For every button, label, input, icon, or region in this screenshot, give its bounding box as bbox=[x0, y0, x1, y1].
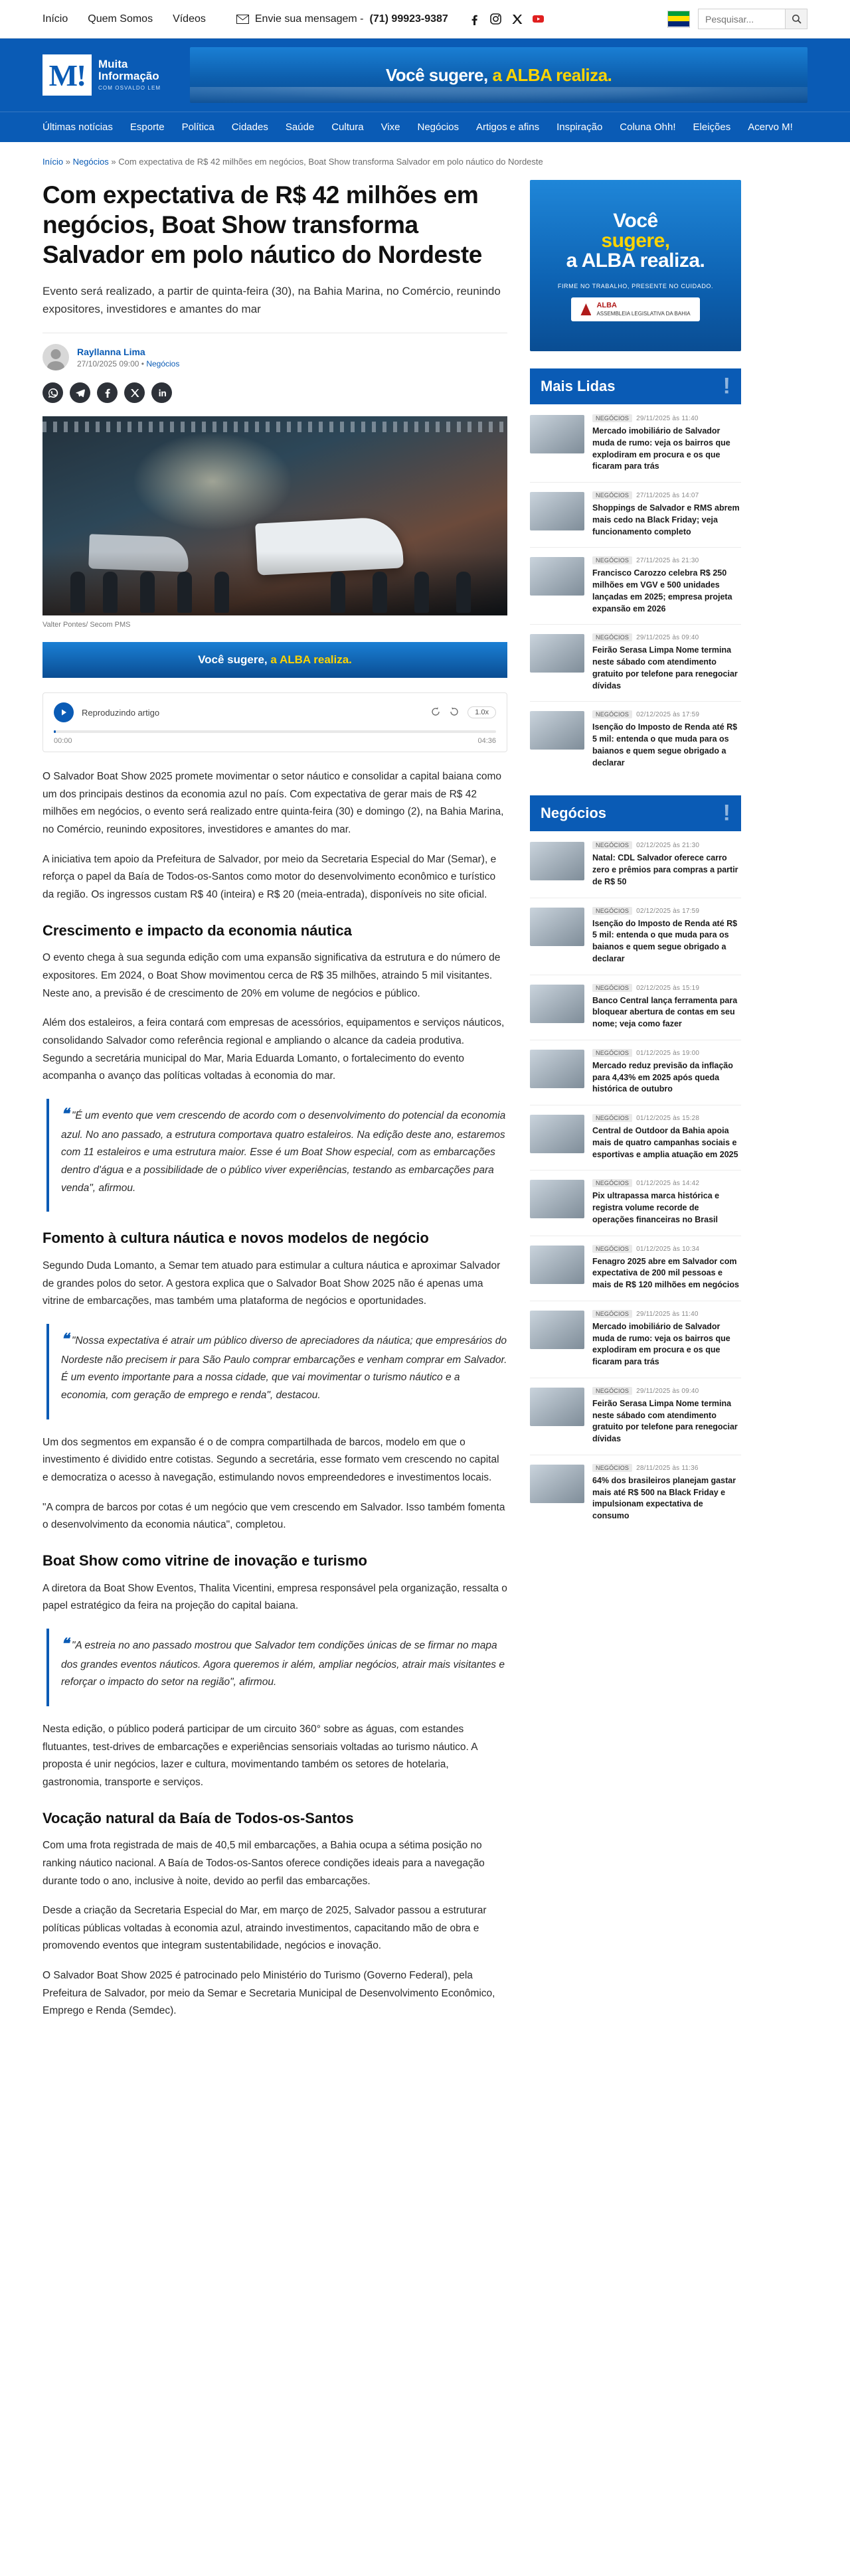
page-layout bbox=[0, 173, 850, 2059]
list-item-date: 29/11/2025 às 11:40 bbox=[636, 1310, 699, 1318]
breadcrumb-home[interactable]: Início bbox=[42, 157, 64, 167]
exclamation-mark-icon: ! bbox=[722, 800, 730, 826]
list-item-date: 01/12/2025 às 19:00 bbox=[636, 1049, 700, 1057]
top-nav-item-videos[interactable]: Vídeos bbox=[173, 13, 206, 25]
list-item-date: 01/12/2025 às 14:42 bbox=[636, 1180, 700, 1188]
article-paragraph: O evento chega à sua segunda edição com uma expansão significativa da estrutura e do número de expositores. Em 2024, o Boat Show movimentou cerca de R$ 35 milhões, atraindo 5 mil visitantes. Neste ano, a previsão é de crescimento de 20% em volume de negócios e público. bbox=[42, 952, 501, 999]
image-credit: Valter Pontes/ Secom PMS bbox=[42, 621, 131, 629]
site-logo[interactable] bbox=[42, 54, 170, 96]
list-item-date: 02/12/2025 às 21:30 bbox=[636, 842, 700, 850]
nav-item-politica[interactable]: Política bbox=[181, 121, 214, 133]
article-paragraph: O Salvador Boat Show 2025 é patrocinado pelo Ministério do Turismo (Governo Federal), pela Prefeitura de Salvador, por meio da Semar e Secretaria Municipal de Desenvolvimento Econômico, Emprego e Renda (Semdec). bbox=[42, 1970, 495, 2017]
social-links bbox=[468, 13, 545, 25]
alba-logo bbox=[571, 297, 699, 321]
inline-ad-line-2: a ALBA realiza. bbox=[270, 653, 352, 667]
list-item-title[interactable]: 64% dos brasileiros planejam gastar mais até R$ 500 na Black Friday e impulsionam expectativa de consumo bbox=[592, 1475, 736, 1520]
list-item-thumbnail bbox=[530, 1180, 584, 1218]
top-nav bbox=[42, 13, 206, 25]
nav-item-vixe[interactable]: Vixe bbox=[381, 121, 400, 133]
sidebar-banner-ad[interactable] bbox=[530, 180, 741, 351]
list-item-thumbnail bbox=[530, 1311, 584, 1349]
share-buttons bbox=[42, 382, 507, 403]
breadcrumb-section[interactable]: Negócios bbox=[72, 157, 109, 167]
author-name[interactable]: Rayllanna Lima bbox=[77, 346, 145, 357]
share-telegram-icon[interactable] bbox=[70, 382, 90, 403]
negocios-block bbox=[530, 795, 741, 1532]
list-item-thumbnail bbox=[530, 908, 584, 946]
list-item-title[interactable]: Isenção do Imposto de Renda até R$ 5 mil: entenda o que muda para os baianos e quem segue obrigado a declarar bbox=[592, 722, 738, 767]
breadcrumb-sep-2: » bbox=[111, 157, 116, 167]
list-item[interactable] bbox=[530, 1040, 741, 1105]
section-heading: Fomento à cultura náutica e novos modelos de negócio bbox=[42, 1230, 429, 1247]
inline-ad-line-1: Você sugere, bbox=[198, 653, 268, 667]
search-icon bbox=[792, 14, 802, 24]
list-item-category: NEGÓCIOS bbox=[592, 907, 632, 915]
list-item[interactable] bbox=[530, 702, 741, 778]
list-item[interactable] bbox=[530, 625, 741, 702]
list-item-title[interactable]: Pix ultrapassa marca histórica e registra volume recorde de operações financeiras no Brasil bbox=[592, 1191, 720, 1224]
masthead bbox=[0, 39, 850, 112]
language-flag-icon[interactable] bbox=[667, 11, 690, 28]
list-item[interactable] bbox=[530, 1105, 741, 1170]
mais-lidas-title: Mais Lidas bbox=[541, 378, 616, 394]
sidebar-ad-line-2: sugere, bbox=[601, 230, 670, 252]
list-item-title[interactable]: Mercado reduz previsão da inflação para 4,43% em 2025 após queda histórica de outubro bbox=[592, 1060, 733, 1094]
list-item[interactable] bbox=[530, 406, 741, 483]
forward-15-icon[interactable] bbox=[449, 706, 460, 719]
list-item-thumbnail bbox=[530, 711, 584, 750]
list-item-thumbnail bbox=[530, 1388, 584, 1426]
article-hero-image bbox=[42, 416, 507, 615]
list-item-title[interactable]: Shoppings de Salvador e RMS abrem mais cedo na Black Friday; veja funcionamento completo bbox=[592, 503, 740, 536]
list-item-title[interactable]: Feirão Serasa Limpa Nome termina neste sábado com atendimento gratuito por telefone para renegociar dívidas bbox=[592, 1398, 738, 1443]
player-status-label: Reproduzindo artigo bbox=[82, 707, 160, 718]
article-paragraph: Segundo Duda Lomanto, a Semar tem atuado para estimular a cultura náutica e aproximar Salvador de grandes polos do setor. A gestora explica que o Salvador Boat Show 2025 não é apenas uma vitrine de embarcações, mas também uma plataforma de negócios e oportunidades. bbox=[42, 1259, 501, 1307]
alba-logo-sub: ASSEMBLEIA LEGISLATIVA DA BAHIA bbox=[596, 310, 691, 317]
search-button[interactable] bbox=[786, 9, 808, 29]
list-item-thumbnail bbox=[530, 1246, 584, 1284]
facebook-icon[interactable] bbox=[468, 13, 481, 25]
byline bbox=[42, 333, 507, 370]
list-item-title[interactable]: Natal: CDL Salvador oferece carro zero e prêmios para compras a partir de R$ 50 bbox=[592, 853, 738, 886]
share-linkedin-icon[interactable] bbox=[151, 382, 172, 403]
list-item[interactable] bbox=[530, 1236, 741, 1301]
play-icon bbox=[60, 708, 68, 716]
pull-quote bbox=[46, 1099, 507, 1212]
list-item-date: 02/12/2025 às 17:59 bbox=[636, 711, 700, 719]
quote-mark-icon: ❝ bbox=[61, 1105, 69, 1122]
contact-label: Envie sua mensagem - bbox=[254, 13, 364, 25]
nav-item-negocios[interactable]: Negócios bbox=[417, 121, 460, 133]
youtube-icon[interactable] bbox=[532, 13, 545, 25]
nav-item-inspiracao[interactable]: Inspiração bbox=[556, 121, 603, 133]
article-paragraph: A diretora da Boat Show Eventos, Thalita Vicentini, empresa responsável pela organização, ressalta o papel estratégico da feira na projeção do capital baiana. bbox=[42, 1582, 507, 1612]
article-paragraph: O Salvador Boat Show 2025 promete movimentar o setor náutico e consolidar a capital baiana como um dos principais destinos da economia azul no país. Com expectativa de gerar mais de R$ 42 milhões em negócios, o evento será realizado entre quinta-feira (30) e domingo (2), na Bahia Marina, no Comércio, reunindo expositores, investidores e amantes do mar. bbox=[42, 771, 504, 836]
top-nav-item-quem-somos[interactable]: Quem Somos bbox=[88, 13, 153, 25]
list-item-thumbnail bbox=[530, 492, 584, 530]
avatar bbox=[42, 344, 69, 370]
nav-item-saude[interactable]: Saúde bbox=[285, 121, 315, 133]
instagram-icon[interactable] bbox=[489, 13, 502, 25]
section-heading: Boat Show como vitrine de inovação e turismo bbox=[42, 1552, 367, 1569]
list-item[interactable] bbox=[530, 833, 741, 898]
audio-progress-fill bbox=[54, 730, 56, 733]
list-item-category: NEGÓCIOS bbox=[592, 556, 632, 564]
top-nav-item-inicio[interactable]: Início bbox=[42, 13, 68, 25]
quote-mark-icon: ❝ bbox=[61, 1635, 69, 1652]
list-item[interactable] bbox=[530, 548, 741, 625]
pull-quote-text: "A estreia no ano passado mostrou que Salvador tem condições únicas de se firmar no mapa dos grandes eventos náuticos. Agora queremos ir além, ampliar negócios, atrair mais visitantes e reforçar o impacto do setor na região", afirmou. bbox=[61, 1639, 505, 1688]
nav-item-eleicoes[interactable]: Eleições bbox=[693, 121, 731, 133]
top-bar-right bbox=[667, 9, 808, 29]
article-paragraph: Desde a criação da Secretaria Especial do Mar, em março de 2025, Salvador passou a estruturar políticas públicas voltadas à economia azul, atraindo investimentos, capacitando mão de obra e promovendo eventos que integram sustentabilidade, negócios e inovação. bbox=[42, 1905, 487, 1952]
envelope-icon bbox=[236, 15, 249, 24]
list-item-date: 29/11/2025 às 09:40 bbox=[636, 634, 699, 642]
list-item-thumbnail bbox=[530, 842, 584, 880]
list-item[interactable] bbox=[530, 898, 741, 975]
list-item-title[interactable]: Mercado imobiliário de Salvador muda de rumo: veja os bairros que explodiram em procura e os que ficaram para trás bbox=[592, 1321, 730, 1366]
list-item-thumbnail bbox=[530, 1050, 584, 1088]
list-item-thumbnail bbox=[530, 415, 584, 453]
list-item-category: NEGÓCIOS bbox=[592, 1049, 632, 1057]
list-item[interactable] bbox=[530, 1455, 741, 1532]
nav-item-cultura[interactable]: Cultura bbox=[331, 121, 364, 133]
list-item-date: 02/12/2025 às 17:59 bbox=[636, 907, 700, 915]
share-facebook-icon[interactable] bbox=[97, 382, 118, 403]
list-item-category: NEGÓCIOS bbox=[592, 841, 632, 849]
article-paragraph: A iniciativa tem apoio da Prefeitura de Salvador, por meio da Secretaria Especial do Mar (Semar), e reforça o papel da Baía de Todos-os-Santos como motor do desenvolvimento econômico e turístico da região. Os ingressos custam R$ 40 (inteira) e R$ 20 (meia-entrada), disponíveis no site oficial. bbox=[42, 853, 497, 900]
list-item-date: 27/11/2025 às 21:30 bbox=[636, 557, 699, 565]
mais-lidas-block bbox=[530, 368, 741, 778]
list-item-category: NEGÓCIOS bbox=[592, 1179, 632, 1187]
contact-block[interactable] bbox=[236, 13, 448, 25]
top-bar bbox=[0, 0, 850, 39]
list-item-date: 01/12/2025 às 10:34 bbox=[636, 1245, 700, 1253]
date-separator: • bbox=[141, 359, 144, 368]
x-icon[interactable] bbox=[511, 13, 523, 25]
pull-quote bbox=[46, 1324, 507, 1419]
pull-quote-text: "É um evento que vem crescendo de acordo com o desenvolvimento do potencial da economia azul. No ano passado, a estrutura comportava quatro estaleiros. Na edição deste ano, estaremos com 11 estaleiros e uma estrutura maior. Esse é um Boat Show especial, com as embarcações dentro d'água e a possibilidade de o público viver experiências, testando as embarcações para venda", afirmou. bbox=[61, 1109, 506, 1194]
article-paragraph: Um dos segmentos em expansão é o de compra compartilhada de barcos, modelo em que o investimento é dividido entre cotistas. Segundo a secretária, esse formato vem crescendo no capital e democratiza o acesso à navegação, estimulando novos empreendedores e investimentos locais. bbox=[42, 1436, 499, 1483]
list-item-date: 29/11/2025 às 09:40 bbox=[636, 1387, 699, 1395]
list-item-category: NEGÓCIOS bbox=[592, 633, 632, 641]
breadcrumb bbox=[0, 142, 850, 173]
nav-item-acervo[interactable]: Acervo M! bbox=[748, 121, 793, 133]
logo-line-3: COM OSVALDO LEM bbox=[98, 85, 161, 92]
mais-lidas-heading bbox=[530, 368, 741, 404]
article-paragraph: Com uma frota registrada de mais de 40,5 mil embarcações, a Bahia ocupa a sétima posição no ranking náutico nacional. A Baía de Todos-os-Santos oferece condições ideais para a navegação durante todo o ano, inclusive à noite, devido ao perfil das embarcações. bbox=[42, 1840, 485, 1887]
nav-item-cidades[interactable]: Cidades bbox=[231, 121, 268, 133]
list-item[interactable] bbox=[530, 483, 741, 548]
playback-speed-button[interactable]: 1.0x bbox=[468, 706, 496, 718]
pull-quote bbox=[46, 1629, 507, 1706]
exclamation-mark-icon: ! bbox=[722, 373, 730, 399]
list-item-title[interactable]: Feirão Serasa Limpa Nome termina neste sábado com atendimento gratuito por telefone para renegociar dívidas bbox=[592, 645, 738, 690]
list-item-category: NEGÓCIOS bbox=[592, 1114, 632, 1122]
main-nav bbox=[0, 112, 850, 142]
sidebar-ad-line-1: Você bbox=[613, 210, 658, 232]
list-item-category: NEGÓCIOS bbox=[592, 1387, 632, 1395]
list-item-date: 28/11/2025 às 11:36 bbox=[636, 1464, 699, 1472]
list-item-date: 02/12/2025 às 15:19 bbox=[636, 984, 700, 992]
list-item[interactable] bbox=[530, 1301, 741, 1378]
hero-crowd-shading bbox=[42, 552, 507, 615]
contact-phone[interactable]: (71) 99923-9387 bbox=[369, 13, 448, 25]
alba-mark-icon bbox=[580, 303, 591, 315]
nav-item-coluna-ohh[interactable]: Coluna Ohh! bbox=[620, 121, 676, 133]
section-heading: Vocação natural da Baía de Todos-os-Santos bbox=[42, 1809, 354, 1826]
quote-mark-icon: ❝ bbox=[61, 1330, 69, 1347]
nav-item-artigos-e-afins[interactable]: Artigos e afins bbox=[476, 121, 540, 133]
list-item[interactable] bbox=[530, 975, 741, 1040]
list-item-category: NEGÓCIOS bbox=[592, 984, 632, 992]
search-form[interactable] bbox=[698, 9, 808, 29]
nav-item-esporte[interactable]: Esporte bbox=[129, 121, 165, 133]
nav-item-ultimas-noticias[interactable]: Últimas notícias bbox=[42, 121, 113, 133]
header-banner-line-2: a ALBA realiza. bbox=[492, 64, 612, 85]
list-item-date: 29/11/2025 às 11:40 bbox=[636, 415, 699, 422]
list-item-thumbnail bbox=[530, 634, 584, 673]
list-item-title[interactable]: Central de Outdoor da Bahia apoia mais de quatro campanhas sociais e esportivas e amplia atuação em 2025 bbox=[592, 1126, 738, 1159]
list-item-category: NEGÓCIOS bbox=[592, 491, 632, 499]
article-section-link[interactable]: Negócios bbox=[146, 359, 180, 368]
logo-mark: M! bbox=[42, 54, 92, 96]
inline-banner-ad[interactable] bbox=[42, 642, 507, 678]
list-item[interactable] bbox=[530, 1378, 741, 1455]
article-column bbox=[42, 180, 507, 2032]
pull-quote-text: "Nossa expectativa é atrair um público diverso de apreciadores da náutica; que empresários do Nordeste não precisem ir para São Paulo comprar embarcações e venham comprar em Salvador. É um evento importante para a nossa cidade, que vai movimentar o turismo náutico e a economia, com geração de emprego e renda", destacou. bbox=[61, 1334, 507, 1401]
hero-light-glow bbox=[126, 428, 299, 534]
breadcrumb-current: Com expectativa de R$ 42 milhões em negócios, Boat Show transforma Salvador em polo náutico do Nordeste bbox=[118, 157, 543, 167]
list-item-title[interactable]: Mercado imobiliário de Salvador muda de rumo: veja os bairros que explodiram em procura e os que ficaram para trás bbox=[592, 426, 730, 471]
publish-date: 27/10/2025 09:00 bbox=[77, 359, 139, 368]
play-button[interactable] bbox=[54, 702, 74, 722]
article-body bbox=[42, 768, 507, 2020]
header-banner-ad[interactable] bbox=[190, 47, 808, 103]
breadcrumb-sep-1: » bbox=[65, 157, 70, 167]
list-item-title[interactable]: Francisco Carozzo celebra R$ 250 milhões em VGV e 500 unidades lançadas em 2025; empresa projeta expansão em 2026 bbox=[592, 568, 732, 613]
sidebar-ad-tagline: FIRME NO TRABALHO, PRESENTE NO CUIDADO. bbox=[557, 283, 714, 290]
list-item-category: NEGÓCIOS bbox=[592, 414, 632, 422]
alba-logo-name: ALBA bbox=[596, 301, 617, 310]
list-item-category: NEGÓCIOS bbox=[592, 710, 632, 718]
negocios-heading bbox=[530, 795, 741, 831]
audio-time-total: 04:36 bbox=[477, 737, 496, 746]
list-item-category: NEGÓCIOS bbox=[592, 1310, 632, 1318]
audio-player[interactable] bbox=[42, 692, 507, 752]
list-item-title[interactable]: Fenagro 2025 abre em Salvador com expectativa de 200 mil pessoas e mais de R$ 120 milhões em negócios bbox=[592, 1256, 739, 1289]
article-paragraph: Além dos estaleiros, a feira contará com empresas de acessórios, equipamentos e serviços náuticos, consolidando Salvador como referência regional e ampliando o alcance da cadeia produtiva. Segundo a secretária municipal do Mar, Maria Eduarda Lomanto, o fortalecimento do evento acompanha o avanço das políticas voltadas à economia do mar. bbox=[42, 1017, 505, 1082]
list-item-category: NEGÓCIOS bbox=[592, 1464, 632, 1472]
list-item-title[interactable]: Banco Central lança ferramenta para bloquear abertura de contas em seu nome; veja como fazer bbox=[592, 995, 738, 1028]
sidebar-ad-line-3: a ALBA realiza. bbox=[566, 250, 705, 272]
logo-line-2: Informação bbox=[98, 70, 159, 83]
article-paragraph: Nesta edição, o público poderá participar de um circuito 360° sobre as águas, com estandes flutuantes, test-drives de embarcações e experiências sensoriais voltadas ao turismo náutico. A proposta é unir negócios, lazer e cultura, movimentando também os setores de hotelaria, gastronomia, transporte e serviços. bbox=[42, 1723, 477, 1788]
sidebar bbox=[530, 180, 741, 1549]
share-whatsapp-icon[interactable] bbox=[42, 382, 63, 403]
list-item-thumbnail bbox=[530, 1115, 584, 1153]
list-item[interactable] bbox=[530, 1170, 741, 1236]
search-input[interactable] bbox=[698, 9, 786, 29]
section-heading: Crescimento e impacto da economia náutica bbox=[42, 922, 352, 939]
logo-line-1: Muita bbox=[98, 58, 128, 71]
page-title: Com expectativa de R$ 42 milhões em negócios, Boat Show transforma Salvador em polo náutico do Nordeste bbox=[42, 181, 482, 269]
audio-progress-bar[interactable] bbox=[54, 730, 496, 733]
header-banner-line-1: Você sugere, bbox=[385, 64, 488, 85]
audio-time-current: 00:00 bbox=[54, 737, 72, 746]
rewind-15-icon[interactable] bbox=[430, 706, 441, 719]
list-item-thumbnail bbox=[530, 985, 584, 1023]
banner-wave-decoration bbox=[190, 87, 808, 103]
article-paragraph: "A compra de barcos por cotas é um negócio que vem crescendo em Salvador. Isso também fomenta o desenvolvimento da economia náutica", completou. bbox=[42, 1501, 505, 1531]
list-item-category: NEGÓCIOS bbox=[592, 1245, 632, 1253]
list-item-thumbnail bbox=[530, 557, 584, 596]
negocios-title: Negócios bbox=[541, 805, 607, 822]
list-item-date: 27/11/2025 às 14:07 bbox=[636, 492, 699, 499]
list-item-thumbnail bbox=[530, 1465, 584, 1503]
share-x-icon[interactable] bbox=[124, 382, 145, 403]
list-item-date: 01/12/2025 às 15:28 bbox=[636, 1115, 700, 1122]
article-subtitle: Evento será realizado, a partir de quinta-feira (30), na Bahia Marina, no Comércio, reunindo expositores, investidores e amantes do mar bbox=[42, 285, 501, 315]
list-item-title[interactable]: Isenção do Imposto de Renda até R$ 5 mil: entenda o que muda para os baianos e quem segue obrigado a declarar bbox=[592, 918, 738, 963]
